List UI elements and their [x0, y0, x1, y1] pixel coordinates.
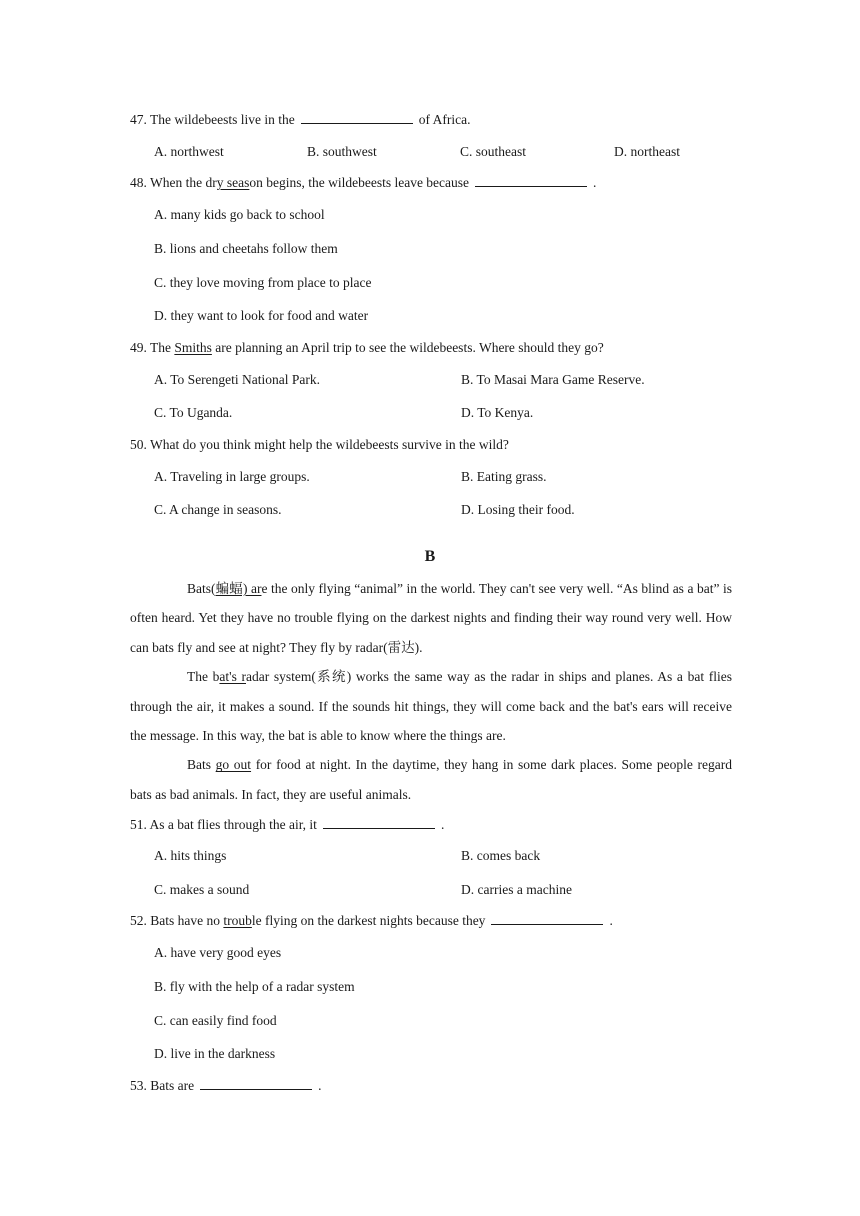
underlined-text: go out — [215, 757, 252, 773]
option-b: B. fly with the help of a radar system — [154, 979, 355, 994]
underlined-text: at's r — [219, 669, 246, 685]
passage-text: adar system(系统) works the same way as the radar in ships and planes. As a bat flies through the air, it makes a sound. If the sounds hit things, they will come back and the bat's ears will receive the message. In this way, the bat is able to know where the things are. — [130, 669, 732, 744]
option-c: C. A change in seasons. — [154, 502, 282, 517]
underlined-text: y seas — [216, 175, 250, 190]
passage-text: e the only flying “animal” in the world. They can't see very well. “As blind as a bat” is often heard. Yet they have no trouble flying on the darkest nights and finding their way round very well. How can bats fly and see at night? They fly by radar(雷达). — [130, 581, 732, 655]
question-text: 49. The — [130, 340, 171, 355]
passage-text: The b — [187, 669, 220, 685]
option-d: D. they want to look for food and water — [154, 308, 369, 323]
option-c: C. makes a sound — [154, 882, 250, 897]
answer-blank — [475, 174, 587, 187]
option-d: D. northeast — [614, 144, 680, 159]
answer-blank — [301, 111, 413, 124]
question-text: . — [593, 175, 597, 190]
question-text: 52. Bats have no — [130, 913, 220, 928]
question-text: 51. As a bat flies through the air, it — [130, 817, 317, 832]
question-47 — [130, 111, 470, 129]
section-heading: B — [424, 548, 436, 565]
option-c: C. To Uganda. — [154, 405, 233, 420]
question-text: on begins, the wildebeests leave because — [249, 175, 470, 190]
option-c: C. can easily find food — [154, 1013, 277, 1028]
option-a: A. northwest — [154, 144, 224, 159]
reading-passage — [130, 574, 732, 809]
option-d: D. Losing their food. — [461, 502, 575, 517]
question-text: . — [609, 913, 613, 928]
option-c: C. southeast — [460, 144, 526, 159]
question-text: le flying on the darkest nights because they — [251, 913, 486, 928]
question-48 — [130, 174, 596, 192]
underlined-text: troub — [223, 913, 252, 928]
option-b: B. To Masai Mara Game Reserve. — [461, 372, 645, 387]
underlined-text: Smiths — [174, 340, 212, 355]
question-text: 47. The wildebeests live in the — [130, 112, 295, 127]
question-52 — [130, 912, 613, 930]
option-d: D. carries a machine — [461, 882, 572, 897]
question-text: . — [440, 817, 445, 832]
option-b: B. Eating grass. — [461, 469, 547, 484]
option-a: A. Traveling in large groups. — [154, 469, 310, 484]
option-a: A. hits things — [154, 848, 227, 863]
passage-paragraph — [130, 574, 732, 662]
option-d: D. To Kenya. — [461, 405, 534, 420]
underlined-text: 蝙蝠) ar — [215, 581, 262, 596]
option-a: A. have very good eyes — [154, 945, 282, 960]
question-53 — [130, 1077, 321, 1095]
option-c: C. they love moving from place to place — [154, 275, 372, 290]
question-text: 53. Bats are — [130, 1078, 195, 1093]
passage-text: Bats( — [187, 581, 216, 596]
passage-paragraph — [130, 750, 732, 809]
question-49 — [130, 339, 604, 357]
passage-text: for food at night. In the daytime, they hang in some dark places. Some people regard bats as bad animals. In fact, they are useful animals. — [130, 757, 732, 802]
passage-paragraph — [130, 662, 732, 750]
option-b: B. lions and cheetahs follow them — [154, 241, 338, 256]
option-d: D. live in the darkness — [154, 1046, 276, 1061]
option-a: A. many kids go back to school — [154, 207, 325, 222]
question-text: are planning an April trip to see the wildebeests. Where should they go? — [215, 340, 604, 355]
question-text: 48. When the dr — [130, 175, 217, 190]
answer-blank — [491, 912, 603, 925]
question-51 — [130, 816, 444, 834]
option-a: A. To Serengeti National Park. — [154, 372, 321, 387]
option-b: B. comes back — [461, 848, 541, 863]
question-50: 50. What do you think might help the wildebeests survive in the wild? — [130, 437, 509, 452]
question-text: of Africa. — [418, 112, 471, 127]
answer-blank — [323, 816, 435, 829]
question-text: . — [318, 1078, 322, 1093]
passage-text: Bats — [187, 757, 212, 773]
answer-blank — [200, 1077, 312, 1090]
option-b: B. southwest — [307, 144, 377, 159]
